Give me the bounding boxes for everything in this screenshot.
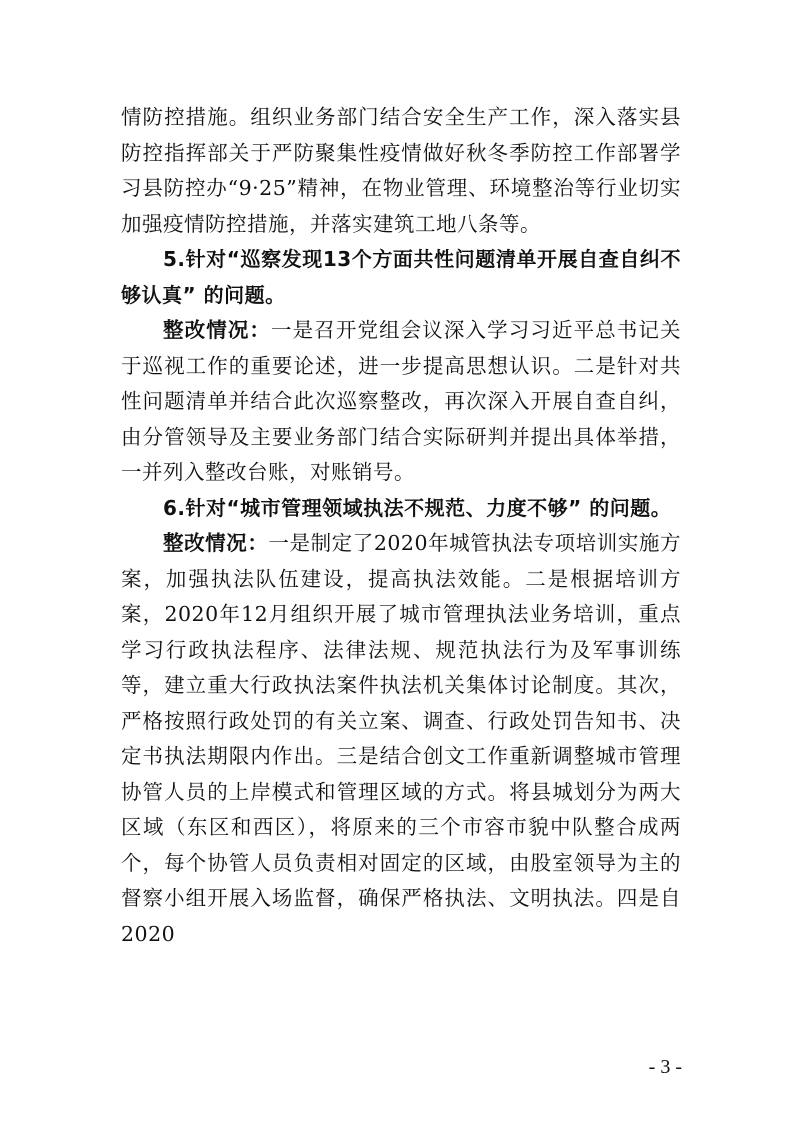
paragraph-rectification-5 — [121, 313, 681, 491]
paragraph-rectification-6 — [121, 526, 681, 952]
rectification-label: 整改情况： — [163, 318, 272, 342]
document-page — [121, 100, 681, 952]
rectification-text: 一是召开党组会议深入学习习近平总书记关于巡视工作的重要论述，进一步提高思想认识。二是针对共性问题清单并结合此次巡察整改，再次深入开展自查自纠，由分管领导及主要业务部门结合实际研判并提出具体举措，一并列入整改台账，对账销号。 — [121, 318, 682, 484]
rectification-label: 整改情况： — [163, 531, 269, 555]
section-heading-6: 6.针对“城市管理领域执法不规范、力度不够” 的问题。 — [163, 495, 672, 520]
page-number: - 3 - — [648, 1056, 682, 1078]
section-heading-5: 5.针对“巡察发现13个方面共性问题清单开展自查自纠不够认真” 的问题。 — [121, 247, 681, 307]
rectification-text: 一是制定了2020年城管执法专项培训实施方案，加强执法队伍建设，提高执法效能。二是根据培训方案，2020年12月组织开展了城市管理执法业务培训，重点学习行政执法程序、法律法规、规范执法行为及军事训练等，建立重大行政执法案件执法机关集体讨论制度。其次，严格按照行政处罚的有关立案、调查、行政处罚告知书、决定书执法期限内作出。三是结合创文工作重新调整城市管理协管人员的上岸模式和管理区域的方式。将县城划分为两大区域（东区和西区），将原来的三个市容市貌中队整合成两个，每个协管人员负责相对固定的区域，由股室领导为主的督察小组开展入场监督，确保严格执法、文明执法。四是自2020 — [121, 531, 682, 946]
paragraph-continuation: 情防控措施。组织业务部门结合安全生产工作，深入落实县防控指挥部关于严防聚集性疫情做好秋冬季防控工作部署学习县防控办“9·25”精神，在物业管理、环境整治等行业切实加强疫情防控措施，并落实建筑工地八条等。 — [121, 105, 681, 236]
